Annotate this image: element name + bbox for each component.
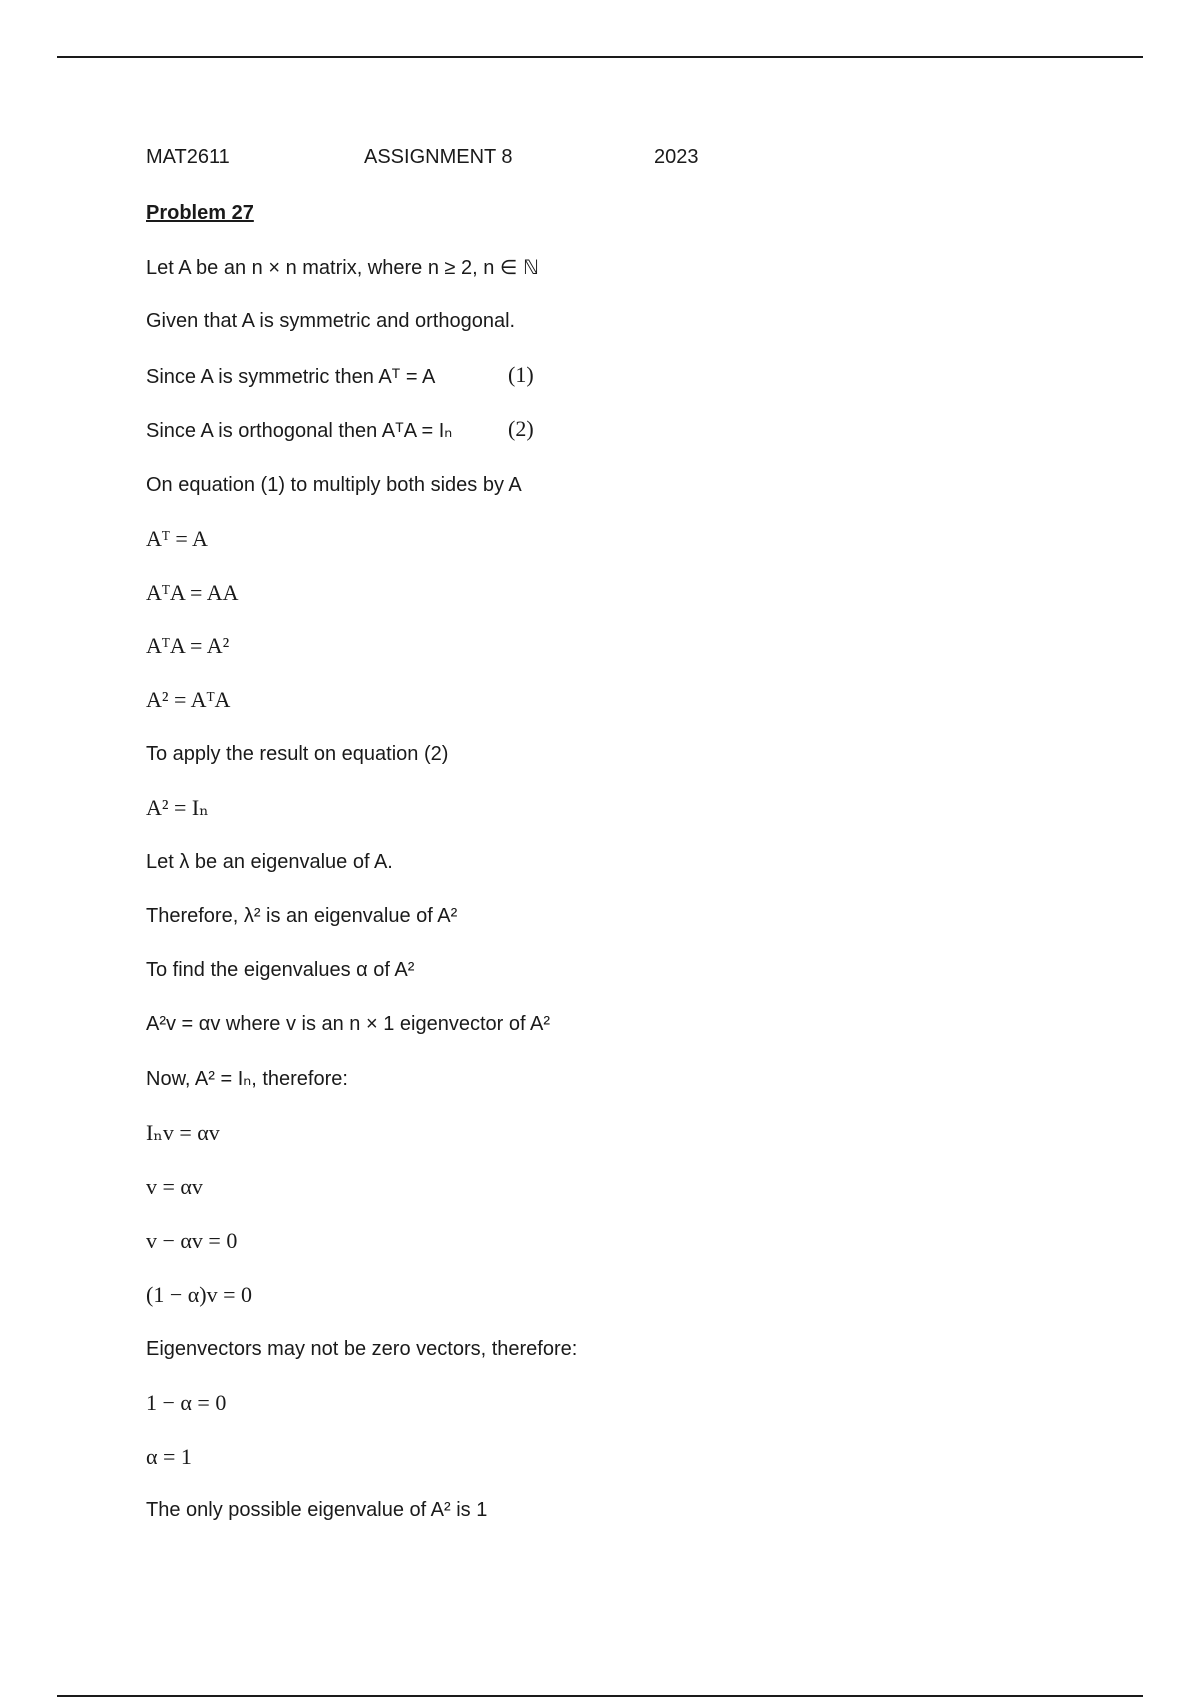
course-code: MAT2611 <box>146 146 230 168</box>
math-line: α = 1 <box>146 1444 192 1469</box>
math-line: Aᵀ = A <box>146 526 208 551</box>
math-line: v = αv <box>146 1174 203 1199</box>
math-line: (1 − α)v = 0 <box>146 1282 252 1307</box>
text-line: A²v = αv where v is an n × 1 eigenvector of A² <box>146 1013 550 1035</box>
text-line: Given that A is symmetric and orthogonal. <box>146 310 516 332</box>
math-line: Iₙv = αv <box>146 1120 220 1145</box>
text-line: To find the eigenvalues α of A² <box>146 959 415 981</box>
equation-tag: (2) <box>508 416 534 441</box>
math-line: A² = Iₙ <box>146 795 209 820</box>
text-line: Eigenvectors may not be zero vectors, therefore: <box>146 1338 578 1360</box>
text-line: Since A is orthogonal then AᵀA = Iₙ <box>146 420 453 442</box>
text-line: Let λ be an eigenvalue of A. <box>146 851 393 873</box>
text-line: On equation (1) to multiply both sides by A <box>146 474 522 496</box>
math-line: AᵀA = A² <box>146 633 230 658</box>
math-line: AᵀA = AA <box>146 580 239 605</box>
problem-heading: Problem 27 <box>146 202 254 224</box>
top-rule <box>57 56 1143 58</box>
bottom-rule <box>57 1695 1143 1697</box>
text-line: The only possible eigenvalue of A² is 1 <box>146 1499 488 1521</box>
math-line: 1 − α = 0 <box>146 1390 227 1415</box>
text-line: Therefore, λ² is an eigenvalue of A² <box>146 905 458 927</box>
assignment-title: ASSIGNMENT 8 <box>364 146 513 168</box>
text-line: Now, A² = Iₙ, therefore: <box>146 1068 348 1090</box>
text-line: Since A is symmetric then Aᵀ = A <box>146 366 436 388</box>
math-line: A² = AᵀA <box>146 687 231 712</box>
assignment-year: 2023 <box>654 146 699 168</box>
text-line: Let A be an n × n matrix, where n ≥ 2, n ∈ ℕ <box>146 257 539 279</box>
math-line: v − αv = 0 <box>146 1228 238 1253</box>
equation-tag: (1) <box>508 362 534 387</box>
text-line: To apply the result on equation (2) <box>146 743 449 765</box>
